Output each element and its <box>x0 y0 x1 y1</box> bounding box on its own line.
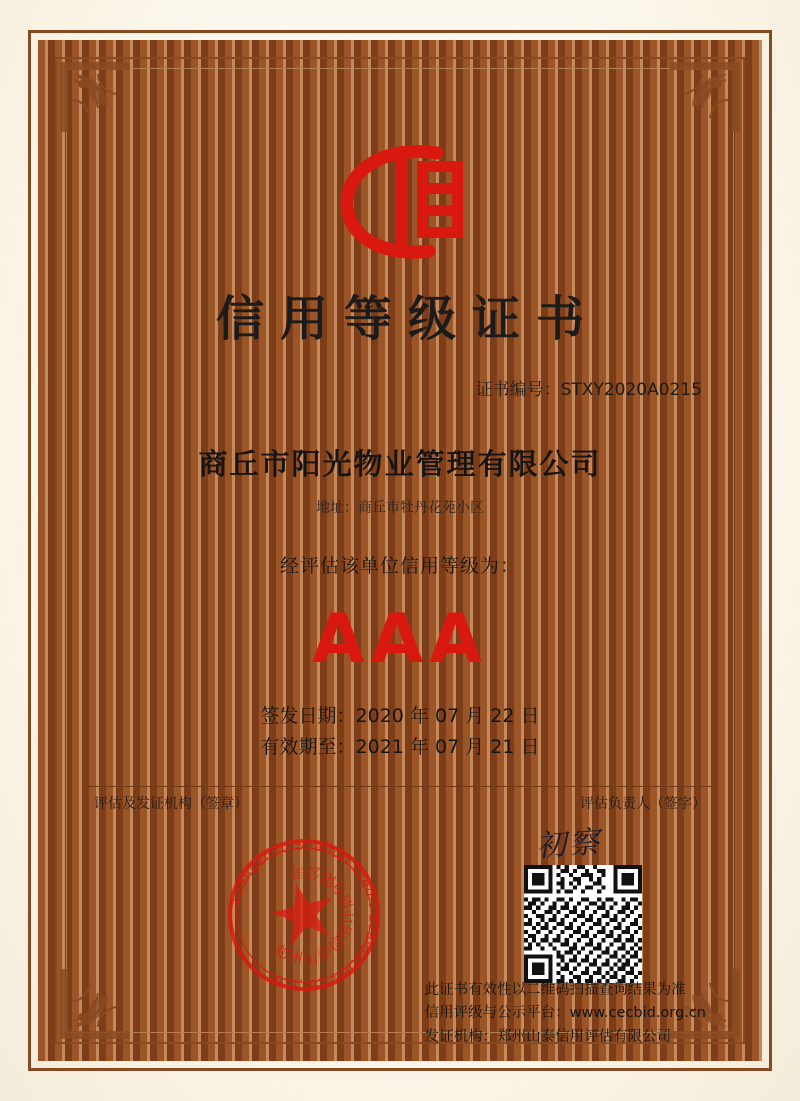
qr-code[interactable] <box>524 865 642 983</box>
issue-date-row <box>80 701 720 732</box>
date-block <box>80 701 720 764</box>
certificate-number-label: 证书编号： <box>475 380 561 400</box>
certificate-number-value: STXY2020A0215 <box>560 380 702 400</box>
platform-url[interactable]: www.cecbid.org.cn <box>569 1005 706 1022</box>
svg-text:郑州山泰信用评估有限公司: 郑州山泰信用评估有限公司 <box>270 861 357 969</box>
company-name: 商丘市阳光物业管理有限公司 <box>198 447 602 481</box>
signature-labels <box>80 793 720 813</box>
footnote-platform <box>425 1002 706 1025</box>
credit-grade: AAA <box>312 600 488 679</box>
certificate-content <box>80 84 720 1045</box>
footnote-platform-label: 信用评级与公示平台： <box>424 1005 570 1022</box>
certificate-number <box>80 375 720 400</box>
official-seal <box>202 813 406 1017</box>
footnote-issuer <box>425 1026 706 1049</box>
valid-until-value: 2021 年 07 月 21 日 <box>355 736 540 759</box>
issue-date-value: 2020 年 07 月 22 日 <box>355 705 540 727</box>
credit-logo-icon <box>80 136 720 266</box>
issuing-authority-label: 评估及发证机构（签章） <box>94 795 248 812</box>
page-title: 信用等级证书 <box>215 291 600 347</box>
company-address-label: 地址： <box>316 500 358 516</box>
issue-date-label: 签发日期： <box>260 705 356 727</box>
footnotes <box>425 979 706 1049</box>
signature-divider <box>88 786 712 787</box>
signature-area <box>80 813 720 1043</box>
responsible-person-label: 评估负责人（签字） <box>580 795 706 812</box>
svg-text:Zhengzhou Shantai Credit Evalu: Zhengzhou Shantai Credit Evaluation Co.,Ltd <box>228 838 381 992</box>
footnote-validity: 此证书有效性以二维码扫描查询结果为准 <box>424 982 686 999</box>
company-address-value: 商丘市牡丹花苑小区 <box>358 500 484 516</box>
handwritten-signature: 初察 <box>535 824 604 864</box>
company-address <box>80 497 720 517</box>
valid-until-label: 有效期至： <box>260 736 356 759</box>
valid-until-row <box>80 732 720 763</box>
footnote-issuer-value: 郑州山泰信用评估有限公司 <box>497 1028 672 1045</box>
footnote-issuer-label: 发证机构： <box>424 1028 498 1045</box>
grade-statement: 经评估该单位信用等级为： <box>279 555 520 577</box>
